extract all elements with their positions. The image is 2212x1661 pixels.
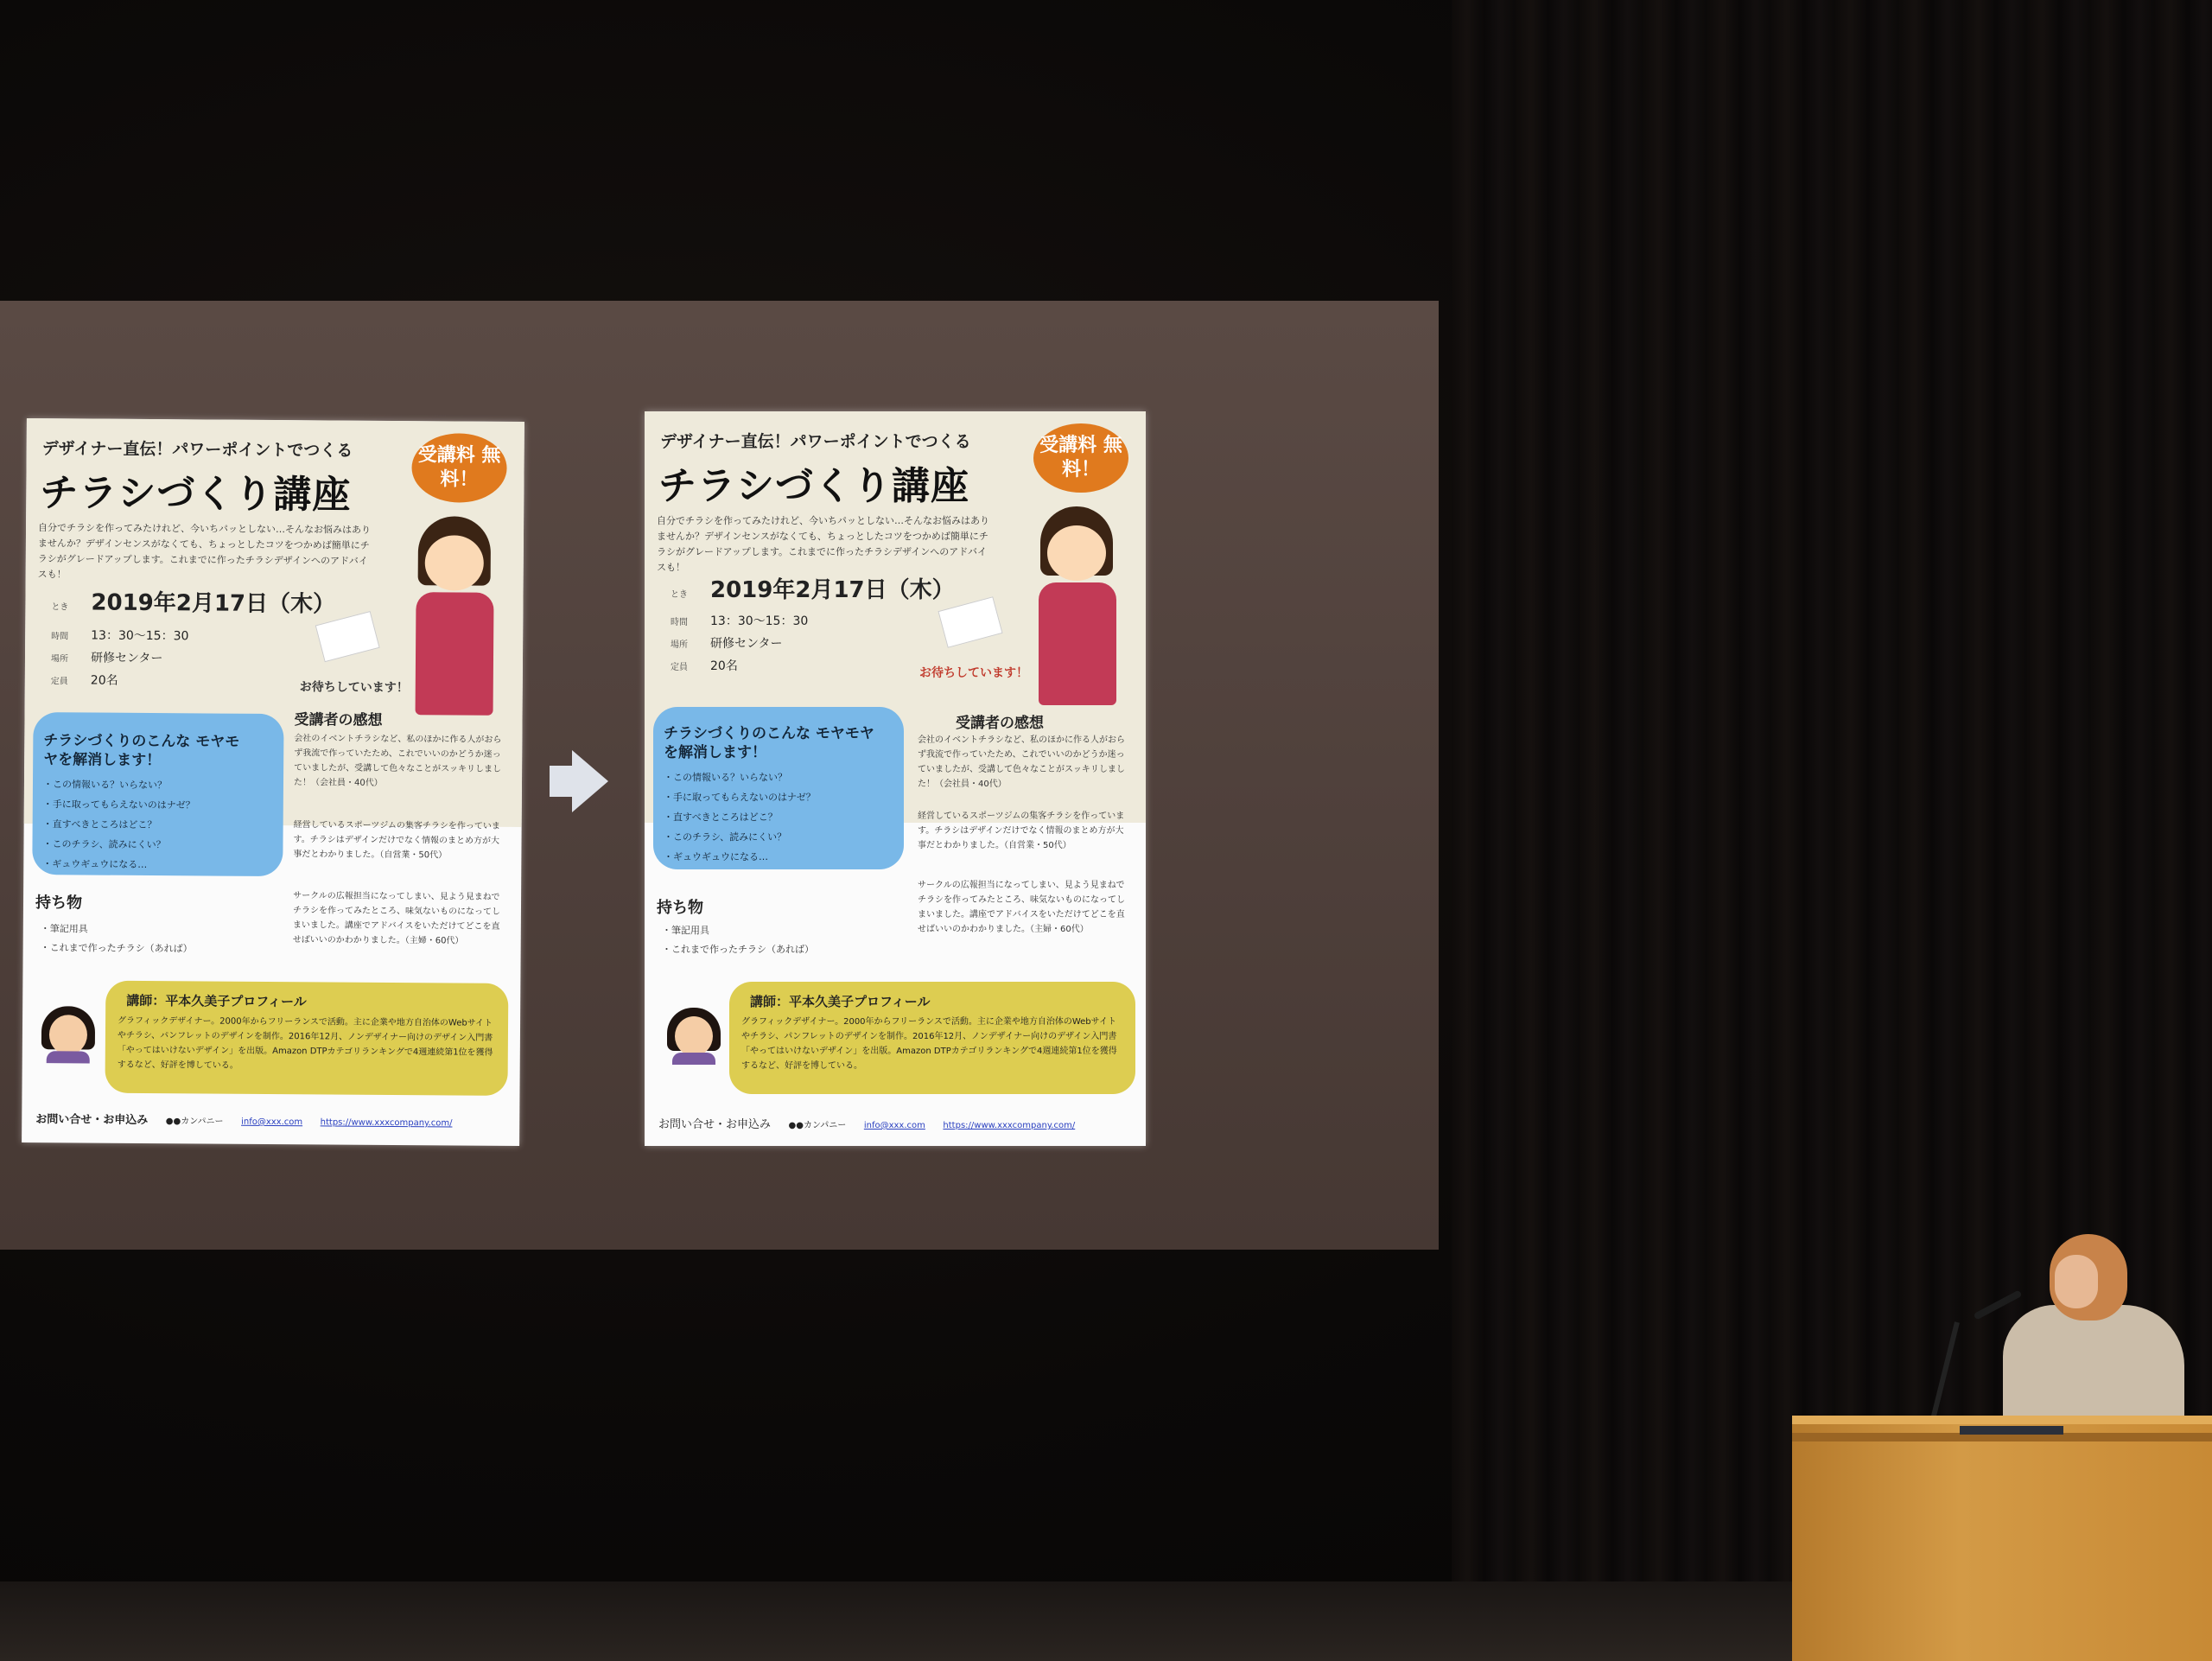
instructor-avatar bbox=[667, 1008, 721, 1065]
flyer-footer bbox=[35, 1110, 452, 1129]
date-label: とき bbox=[671, 590, 688, 600]
footer-mail-link[interactable]: info@xxx.com bbox=[241, 1117, 303, 1128]
flyer-subtitle: デザイナー直伝！パワーポイントでつくる bbox=[41, 439, 353, 461]
bring-list bbox=[41, 920, 193, 958]
instructor-avatar bbox=[41, 1006, 95, 1063]
girl-illustration bbox=[400, 516, 505, 716]
problem-item: ・このチラシ、読みにくい？ bbox=[42, 838, 166, 851]
footer-company: ●●カンパニー bbox=[165, 1117, 224, 1127]
problem-item: ・手に取ってもらえないのはナゼ？ bbox=[664, 792, 816, 803]
problem-item: ・直すべきところはどこ？ bbox=[664, 811, 778, 823]
waiting-text: お待ちしています！ bbox=[919, 666, 1028, 680]
flyer-footer bbox=[658, 1115, 1075, 1131]
flyer-intro: 自分でチラシを作ってみたけれど、今いちパッとしない…そんなお悩みはありませんか？デザインセンスがなくても、ちょっとしたコツをつかめば簡単にチラシがグレードアップします。これまでに作ったチラシデザインへのアドバイスも！ bbox=[657, 515, 989, 573]
voice-1: 会社のイベントチラシなど、私のほかに作る人がおらず我流で作っていたため、これでいいのかどうか迷っていましたが、受講して色々なことがスッキリしました！（会社員・40代） bbox=[293, 734, 502, 788]
flyer-after bbox=[645, 411, 1146, 1146]
girl-illustration bbox=[1023, 506, 1127, 705]
capacity-row bbox=[51, 671, 118, 689]
flyer-title: チラシづくり講座 bbox=[658, 464, 969, 508]
capacity-label: 定員 bbox=[50, 677, 68, 687]
date-label: とき bbox=[51, 602, 69, 613]
problem-item: ・直すべきところはどこ？ bbox=[42, 818, 157, 831]
place-label: 場所 bbox=[50, 654, 69, 665]
place-label: 場所 bbox=[671, 640, 688, 650]
voice-title: 受講者の感想 bbox=[956, 715, 1044, 732]
footer-label: お問い合せ・お申込み bbox=[35, 1113, 149, 1127]
event-date: 2019年2月17日（木） bbox=[91, 589, 336, 618]
bring-title: 持ち物 bbox=[657, 899, 703, 917]
footer-url-link[interactable]: https://www.xxxcompany.com/ bbox=[943, 1121, 1076, 1130]
free-badge: 受講料 無料！ bbox=[1033, 423, 1128, 493]
waiting-text: お待ちしています！ bbox=[299, 680, 409, 696]
problem-item: ・ギュウギュウになる… bbox=[664, 851, 768, 862]
podium bbox=[1792, 1424, 2212, 1661]
bring-item: ・筆記用具 bbox=[40, 923, 88, 935]
profile-body: グラフィックデザイナー。2000年からフリーランスで活動。主に企業や地方自治体のWebサイトやチラシ、パンフレットのデザインを制作。2016年12月、ノンデザイナー向けのデザイン入門書「やってはいけないデザイン」を出版。Amazon DTPカテゴリランキングで4週連続第1位を獲得するなど、好評を博している。 bbox=[741, 1017, 1117, 1071]
event-capacity: 20名 bbox=[710, 659, 738, 673]
problem-item: ・手に取ってもらえないのはナゼ？ bbox=[42, 799, 195, 811]
voice-1: 会社のイベントチラシなど、私のほかに作る人がおらず我流で作っていたため、これでいいのかどうか迷っていましたが、受講して色々なことがスッキリしました！（会社員・40代） bbox=[918, 735, 1125, 789]
bring-item: ・これまで作ったチラシ（あれば） bbox=[662, 944, 814, 955]
profile-title: 講師：平本久美子プロフィール bbox=[750, 994, 931, 1009]
place-row bbox=[51, 648, 163, 666]
flyer-subtitle: デザイナー直伝！パワーポイントでつくる bbox=[660, 432, 971, 451]
event-capacity: 20名 bbox=[90, 673, 118, 688]
date-row bbox=[51, 584, 335, 618]
event-place: 研修センター bbox=[710, 637, 783, 651]
profile-box bbox=[105, 981, 508, 1096]
time-label: 時間 bbox=[671, 618, 688, 627]
bring-item: ・これまで作ったチラシ（あれば） bbox=[40, 942, 193, 955]
time-row bbox=[51, 626, 188, 644]
bring-list bbox=[662, 921, 814, 959]
event-place: 研修センター bbox=[90, 651, 163, 666]
flyer-before bbox=[22, 418, 524, 1146]
problem-item: ・ギュウギュウになる… bbox=[42, 858, 148, 870]
capacity-label: 定員 bbox=[671, 663, 688, 672]
stage-floor bbox=[0, 1581, 1815, 1661]
footer-label: お問い合せ・お申込み bbox=[658, 1118, 772, 1131]
problem-title: チラシづくりのこんな モヤモヤを解消します！ bbox=[664, 725, 874, 761]
date-row bbox=[671, 572, 955, 604]
event-date: 2019年2月17日（木） bbox=[710, 577, 955, 603]
event-time: 13：30〜15：30 bbox=[91, 628, 189, 644]
footer-company: ●●カンパニー bbox=[788, 1121, 847, 1130]
voice-title: 受講者の感想 bbox=[294, 711, 383, 729]
place-row bbox=[671, 634, 782, 652]
event-time: 13：30〜15：30 bbox=[710, 614, 809, 628]
footer-mail-link[interactable]: info@xxx.com bbox=[863, 1121, 925, 1130]
bring-title: 持ち物 bbox=[35, 894, 83, 913]
flyer-title: チラシづくり講座 bbox=[40, 471, 352, 518]
profile-body: グラフィックデザイナー。2000年からフリーランスで活動。主に企業や地方自治体のWebサイトやチラシ、パンフレットのデザインを制作。2016年12月、ノンデザイナー向けのデザイン入門書「やってはいけないデザイン」を出版。Amazon DTPカテゴリランキングで4週連続第1位を獲得するなど、好評を博している。 bbox=[117, 1015, 493, 1071]
problem-item: ・この情報いる？いらない？ bbox=[664, 772, 787, 783]
capacity-row bbox=[671, 657, 738, 674]
voice-3: サークルの広報担当になってしまい、見よう見まねでチラシを作ってみたところ、味気ないものになってしまいました。講座でアドバイスをいただけてどこを直せばいいのかわかりました。（主婦・60代） bbox=[292, 891, 500, 946]
time-row bbox=[671, 612, 808, 629]
problem-item: ・この情報いる？いらない？ bbox=[42, 779, 168, 792]
bring-item: ・筆記用具 bbox=[662, 925, 709, 936]
profile-title: 講師：平本久美子プロフィール bbox=[126, 992, 307, 1010]
problem-list bbox=[664, 767, 816, 867]
footer-url-link[interactable]: https://www.xxxcompany.com/ bbox=[320, 1117, 453, 1129]
laptop-icon bbox=[1960, 1426, 2063, 1435]
projection-screen bbox=[0, 301, 1439, 1250]
voice-2: 経営しているスポーツジムの集客チラシを作っています。チラシはデザインだけでなく情報のまとめ方が大事だとわかりました。（自営業・50代） bbox=[918, 811, 1125, 850]
time-label: 時間 bbox=[51, 632, 69, 642]
problem-list bbox=[42, 774, 195, 875]
speaker-face bbox=[2055, 1255, 2098, 1308]
voice-2: 経営しているスポーツジムの集客チラシを作っています。チラシはデザインだけでなく情報のまとめ方が大事だとわかりました。（自営業・50代） bbox=[293, 820, 500, 861]
problem-title: チラシづくりのこんな モヤモヤを解消します！ bbox=[43, 732, 240, 770]
free-badge: 受講料 無料！ bbox=[411, 433, 507, 503]
problem-item: ・このチラシ、読みにくい？ bbox=[664, 831, 787, 843]
profile-box bbox=[729, 982, 1135, 1094]
flyer-intro: 自分でチラシを作ってみたけれど、今いちパッとしない…そんなお悩みはありませんか？デザインセンスがなくても、ちょっとしたコツをつかめば簡単にチラシがグレードアップします。これまでに作ったチラシデザインへのアドバイスも！ bbox=[37, 522, 372, 581]
voice-3: サークルの広報担当になってしまい、見よう見まねでチラシを作ってみたところ、味気ないものになってしまいました。講座でアドバイスをいただけてどこを直せばいいのかわかりました。（主婦・60代） bbox=[918, 881, 1125, 934]
